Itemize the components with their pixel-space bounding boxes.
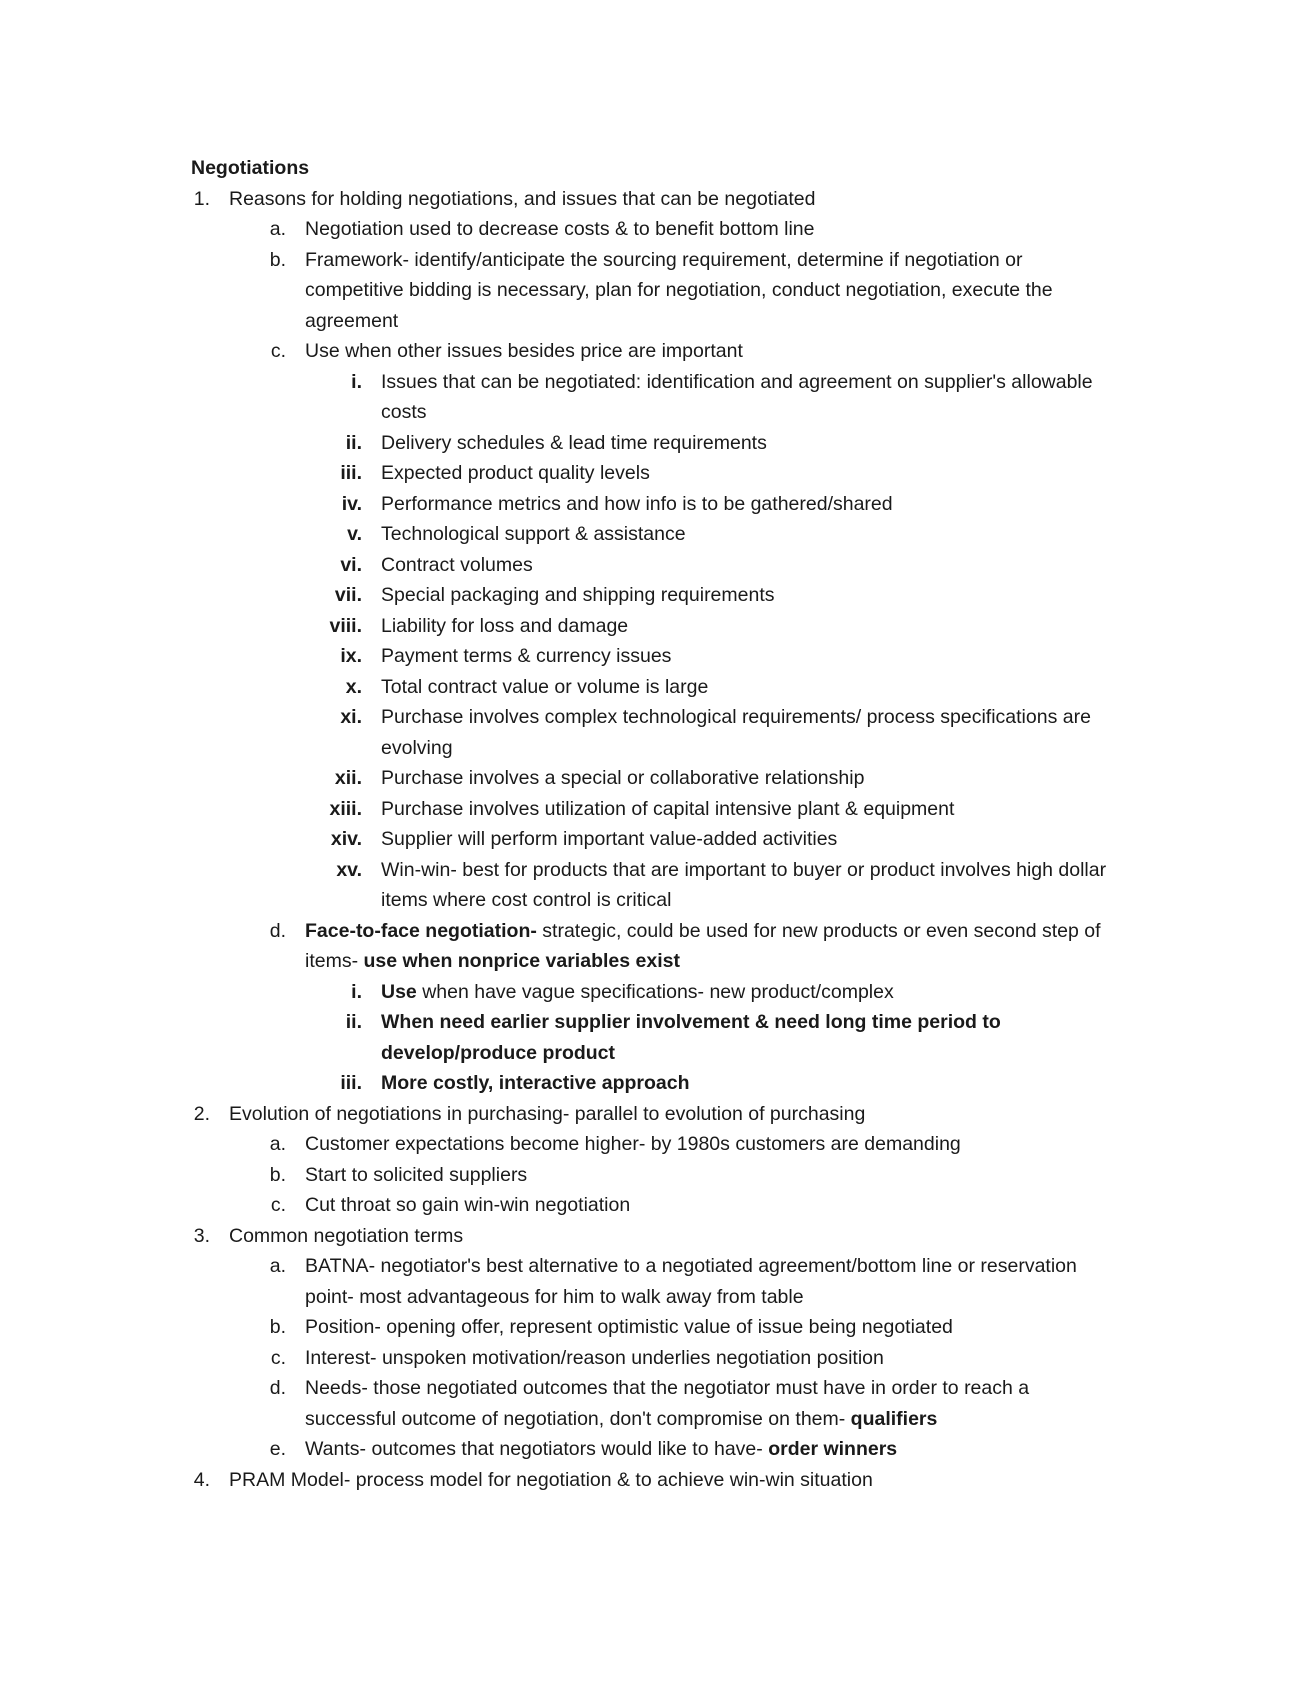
list-item [267,1129,1111,1160]
list-marker: vi. [340,553,362,576]
list-marker: d. [269,1377,286,1399]
list-item [305,672,1111,703]
plain-text: Needs- those negotiated outcomes that the negotiator must have in order to reach a successful outcome of negotiation, don't compromise on them- [305,1377,1030,1430]
list-item-text [305,1434,1111,1465]
list-item [305,641,1111,672]
list-item [305,489,1111,520]
list-marker: b. [269,1316,286,1338]
list-item [267,1343,1111,1374]
list-marker: xv. [336,858,362,881]
document-title: Negotiations [191,157,310,179]
list-marker: xiii. [329,797,362,820]
list-marker: 2. [193,1102,210,1125]
plain-text: when have vague specifications- new product/complex [416,980,894,1003]
bold-text: order winners [768,1438,898,1460]
list-marker: viii. [329,614,362,637]
list-item-text: Customer expectations become higher- by 1980s customers are demanding [305,1133,961,1155]
list-item-text: Interest- unspoken motivation/reason underlies negotiation position [305,1346,884,1369]
list-item-text: Expected product quality levels [381,462,650,484]
list-marker: iv. [341,492,362,515]
bold-text: qualifiers [850,1407,938,1430]
list-marker: ii. [345,1011,362,1033]
list-item-text: Purchase involves utilization of capital intensive plant & equipment [381,797,955,820]
list-marker: xiv. [330,828,362,850]
plain-text: Wants- outcomes that negotiators would like to have- [305,1438,769,1460]
bold-text: Use [381,980,417,1003]
list-marker: 4. [193,1468,210,1491]
list-item [305,763,1111,794]
list-marker: xi. [340,706,362,728]
section-heading: Common negotiation terms [229,1224,464,1247]
list-item [267,1251,1111,1312]
list-item [305,1007,1111,1068]
list-marker: xii. [334,767,362,789]
list-item-text: Supplier will perform important value-added activities [381,828,838,850]
list-marker: c. [270,1346,286,1369]
list-marker: i. [351,980,362,1003]
list-marker: a. [269,218,286,240]
list-item-text [305,916,1111,977]
section-heading: Reasons for holding negotiations, and issues that can be negotiated [229,187,816,210]
list-item [305,824,1111,855]
list-item-text: Use when other issues besides price are important [305,340,743,362]
list-item-text: Payment terms & currency issues [381,645,672,667]
list-item [267,336,1111,367]
list-marker: 3. [193,1224,210,1247]
list-item-text: Special packaging and shipping requirements [381,584,775,606]
list-marker: b. [269,1163,286,1186]
list-item [267,245,1111,337]
document-content [191,153,1111,1495]
list-item [305,519,1111,550]
list-marker: 1. [193,187,210,210]
section-3 [191,1221,1111,1252]
list-item-text [381,977,1111,1008]
list-item-text: Start to solicited suppliers [305,1163,528,1186]
list-item [305,1068,1111,1099]
list-item-text: BATNA- negotiator's best alternative to a negotiated agreement/bottom line or reservation point- most advantageous for him to walk away from table [305,1255,1077,1308]
list-item [305,855,1111,916]
list-marker: i. [351,370,362,393]
list-marker: ix. [340,645,362,667]
section-4 [191,1465,1111,1496]
list-item-text: More costly, interactive approach [381,1072,690,1094]
section-heading: Evolution of negotiations in purchasing- parallel to evolution of purchasing [229,1102,866,1125]
list-item-text: Win-win- best for products that are important to buyer or product involves high dollar items where cost control is critical [381,858,1107,911]
list-marker: e. [269,1438,286,1460]
section-1 [191,184,1111,215]
list-item [267,214,1111,245]
list-item-text: Liability for loss and damage [381,614,629,637]
list-marker: a. [269,1133,286,1155]
list-item [305,428,1111,459]
plain-text: strategic, could be used for new products or even second step of items- [305,919,1101,972]
list-item [267,916,1111,977]
list-marker: a. [269,1255,286,1277]
list-item [267,1312,1111,1343]
list-marker: ii. [345,431,362,454]
section-2 [191,1099,1111,1130]
list-marker: b. [269,248,286,271]
list-item-text: Contract volumes [381,553,533,576]
section-heading: PRAM Model- process model for negotiation & to achieve win-win situation [229,1468,873,1491]
list-marker: v. [347,523,362,545]
list-item-text: Purchase involves complex technological requirements/ process specifications are evolving [381,706,1091,759]
list-item [267,1190,1111,1221]
list-marker: iii. [340,1072,362,1094]
list-item [305,367,1111,428]
list-marker: d. [269,919,286,942]
list-item-text: Purchase involves a special or collaborative relationship [381,767,865,789]
list-marker: iii. [340,462,362,484]
list-item-text: Position- opening offer, represent optimistic value of issue being negotiated [305,1316,953,1338]
list-item [305,794,1111,825]
list-item [305,458,1111,489]
bold-text: Face-to-face negotiation- [305,919,537,942]
list-item-text: Total contract value or volume is large [381,675,709,698]
list-item-text: Framework- identify/anticipate the sourcing requirement, determine if negotiation or competitive bidding is necessary, plan for negotiation, conduct negotiation, execute the agreement [305,248,1053,332]
list-item-text: Technological support & assistance [381,523,686,545]
list-item [267,1434,1111,1465]
list-item [305,702,1111,763]
list-item [305,550,1111,581]
list-marker: x. [345,675,362,698]
list-item [267,1160,1111,1191]
bold-text: use when nonprice variables exist [363,950,680,972]
list-marker: vii. [334,584,362,606]
list-item [305,977,1111,1008]
list-item-text: Performance metrics and how info is to be gathered/shared [381,492,893,515]
list-item-text: Delivery schedules & lead time requirements [381,431,767,454]
list-marker: c. [270,340,286,362]
list-item-text: Issues that can be negotiated: identification and agreement on supplier's allowable costs [381,370,1093,423]
list-item [267,1373,1111,1434]
list-item-text: Negotiation used to decrease costs & to benefit bottom line [305,218,815,240]
list-item-text: When need earlier supplier involvement & need long time period to develop/produce product [381,1011,1001,1064]
list-item [305,611,1111,642]
list-marker: c. [270,1194,286,1216]
list-item-text [305,1373,1111,1434]
list-item-text: Cut throat so gain win-win negotiation [305,1194,631,1216]
list-item [305,580,1111,611]
